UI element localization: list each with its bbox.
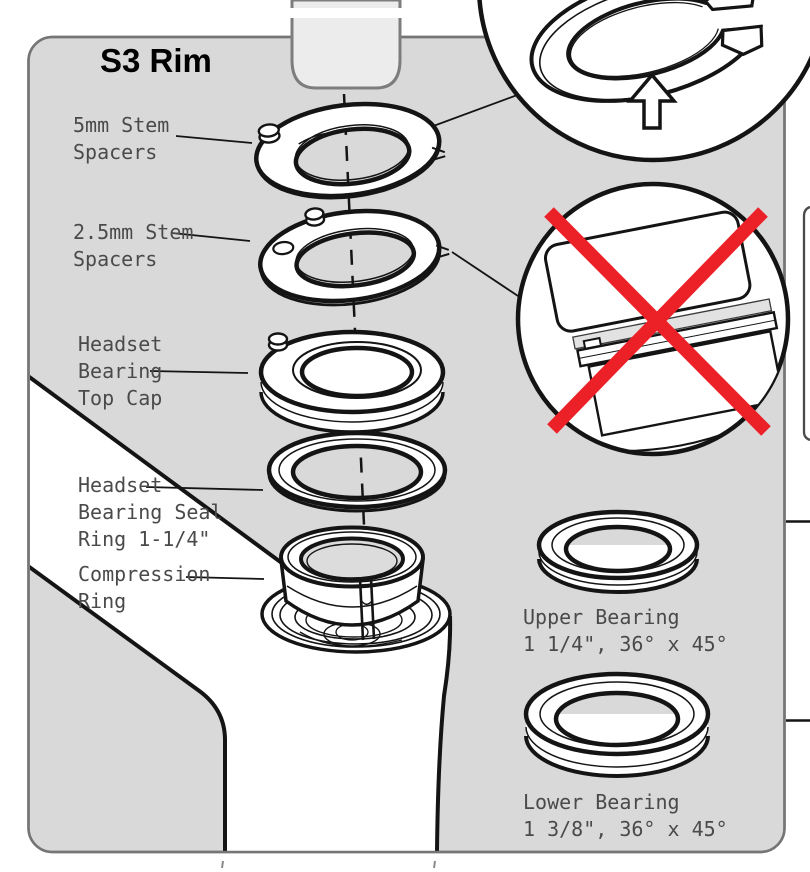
lower-bearing-drawing <box>526 674 708 776</box>
steerer-tube <box>288 0 404 88</box>
label-lower-bearing: Lower Bearing 1 3/8", 36° x 45° <box>523 790 728 841</box>
label-2-5mm-stem-spacers: 2.5mm Stem Spacers <box>73 220 194 271</box>
callout-circle-wrong <box>518 184 795 466</box>
label-upper-bearing: Upper Bearing 1 1/4", 36° x 45° <box>523 605 728 656</box>
label-headset-bearing-seal-ring: Headset Bearing Seal Ring 1-1/4" <box>78 473 223 551</box>
adjacent-panel-edge <box>786 207 810 721</box>
top-cap-drawing <box>261 332 443 432</box>
diagram-title: S3 Rim <box>100 42 212 79</box>
upper-bearing-drawing <box>539 512 697 592</box>
label-5mm-stem-spacers: 5mm Stem Spacers <box>73 113 170 164</box>
frame-edge-ticks <box>222 861 435 868</box>
label-compression-ring: Compression Ring <box>78 562 211 613</box>
label-headset-bearing-top-cap: Headset Bearing Top Cap <box>78 332 163 410</box>
